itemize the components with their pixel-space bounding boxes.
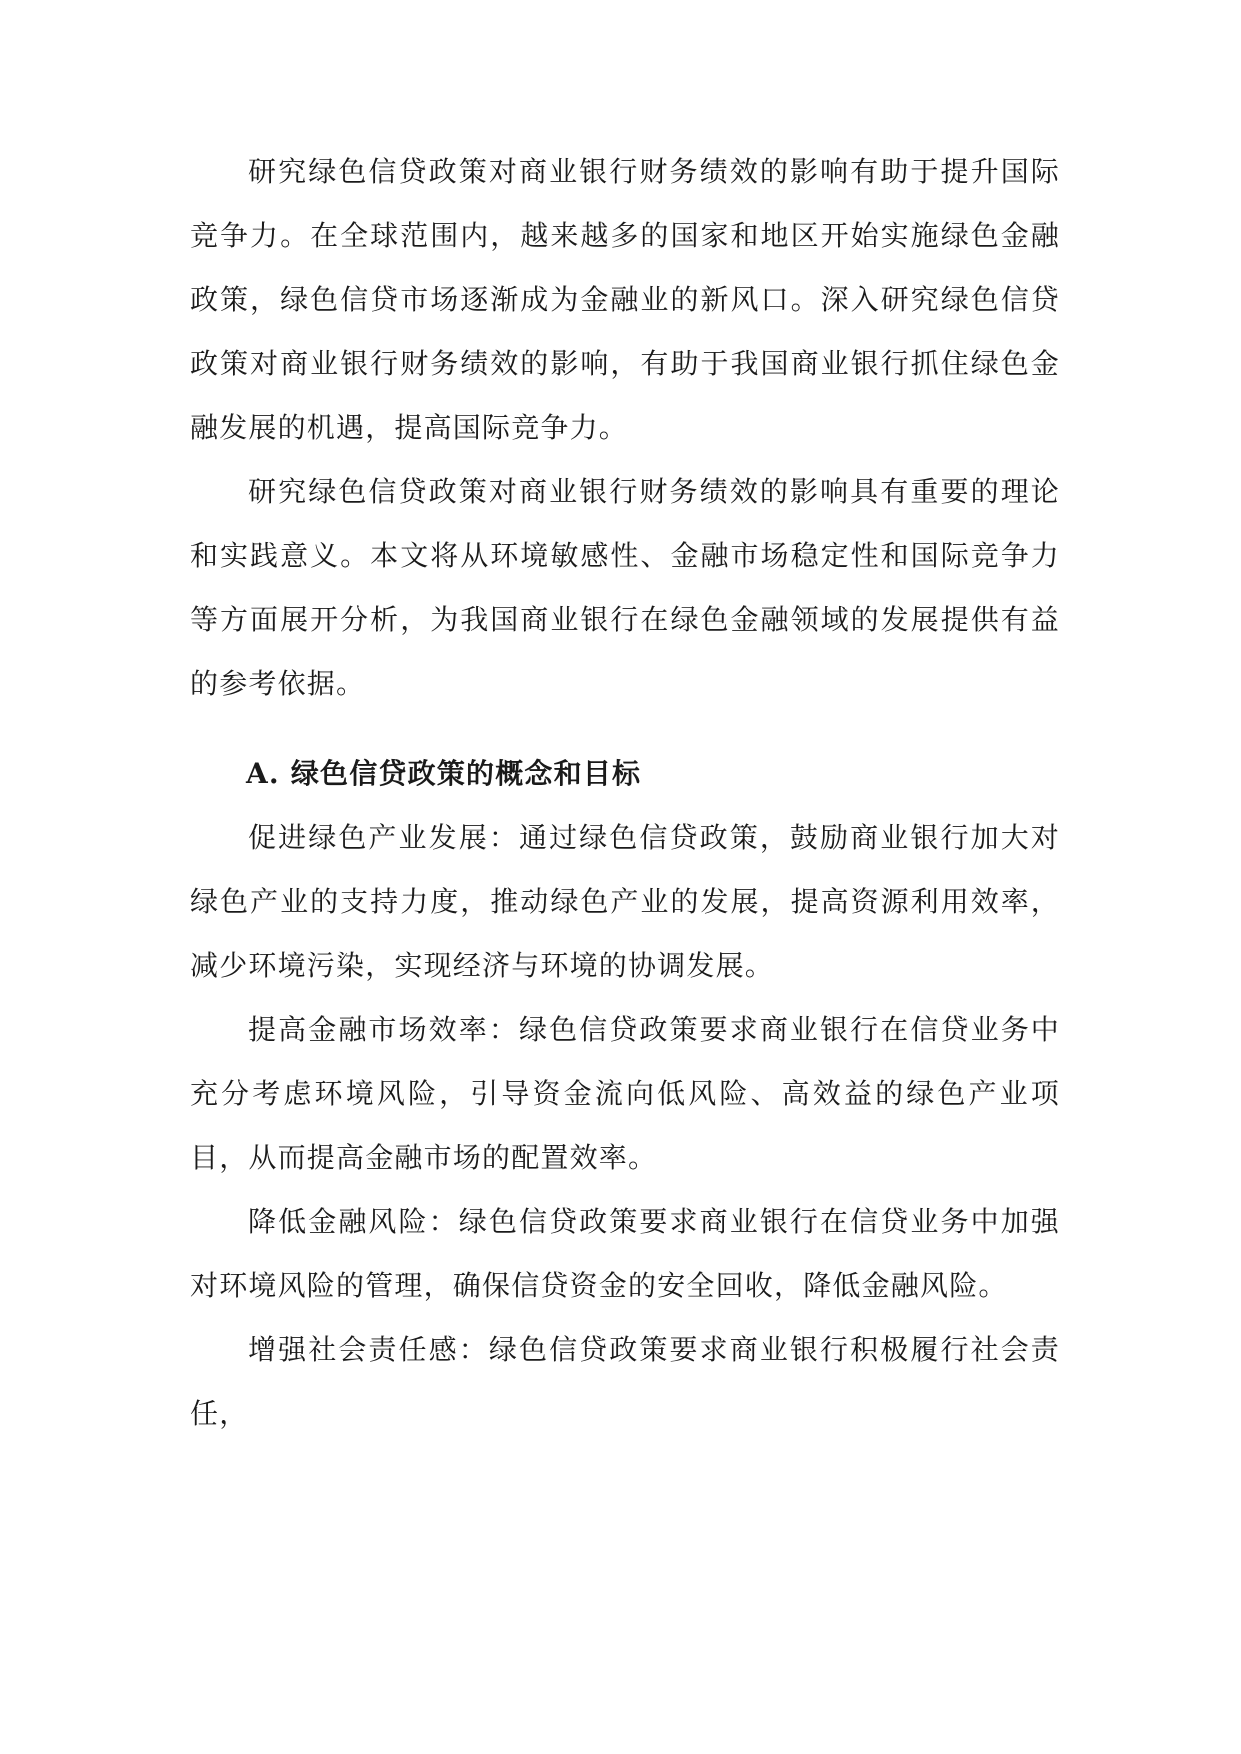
section-paragraph-4: 增强社会责任感：绿色信贷政策要求商业银行积极履行社会责任， xyxy=(190,1333,1060,1430)
intro-paragraph-2: 研究绿色信贷政策对商业银行财务绩效的影响具有重要的理论和实践意义。本文将从环境敏感性、金融市场稳定性和国际竞争力等方面展开分析，为我国商业银行在绿色金融领域的发展提供有益的参考依据。 xyxy=(190,475,1060,700)
section-paragraph-3: 降低金融风险：绿色信贷政策要求商业银行在信贷业务中加强对环境风险的管理，确保信贷资金的安全回收，降低金融风险。 xyxy=(190,1205,1060,1302)
section-heading: A. 绿色信贷政策的概念和目标 xyxy=(246,757,642,790)
section-paragraph-1: 促进绿色产业发展：通过绿色信贷政策，鼓励商业银行加大对绿色产业的支持力度，推动绿色产业的发展，提高资源利用效率，减少环境污染，实现经济与环境的协调发展。 xyxy=(190,821,1060,982)
page-content xyxy=(190,140,1060,1446)
section-paragraph-2: 提高金融市场效率：绿色信贷政策要求商业银行在信贷业务中充分考虑环境风险，引导资金流向低风险、高效益的绿色产业项目，从而提高金融市场的配置效率。 xyxy=(190,1013,1060,1174)
intro-paragraph-1: 研究绿色信贷政策对商业银行财务绩效的影响有助于提升国际竞争力。在全球范围内，越来越多的国家和地区开始实施绿色金融政策，绿色信贷市场逐渐成为金融业的新风口。深入研究绿色信贷政策对商业银行财务绩效的影响，有助于我国商业银行抓住绿色金融发展的机遇，提高国际竞争力。 xyxy=(190,155,1060,444)
